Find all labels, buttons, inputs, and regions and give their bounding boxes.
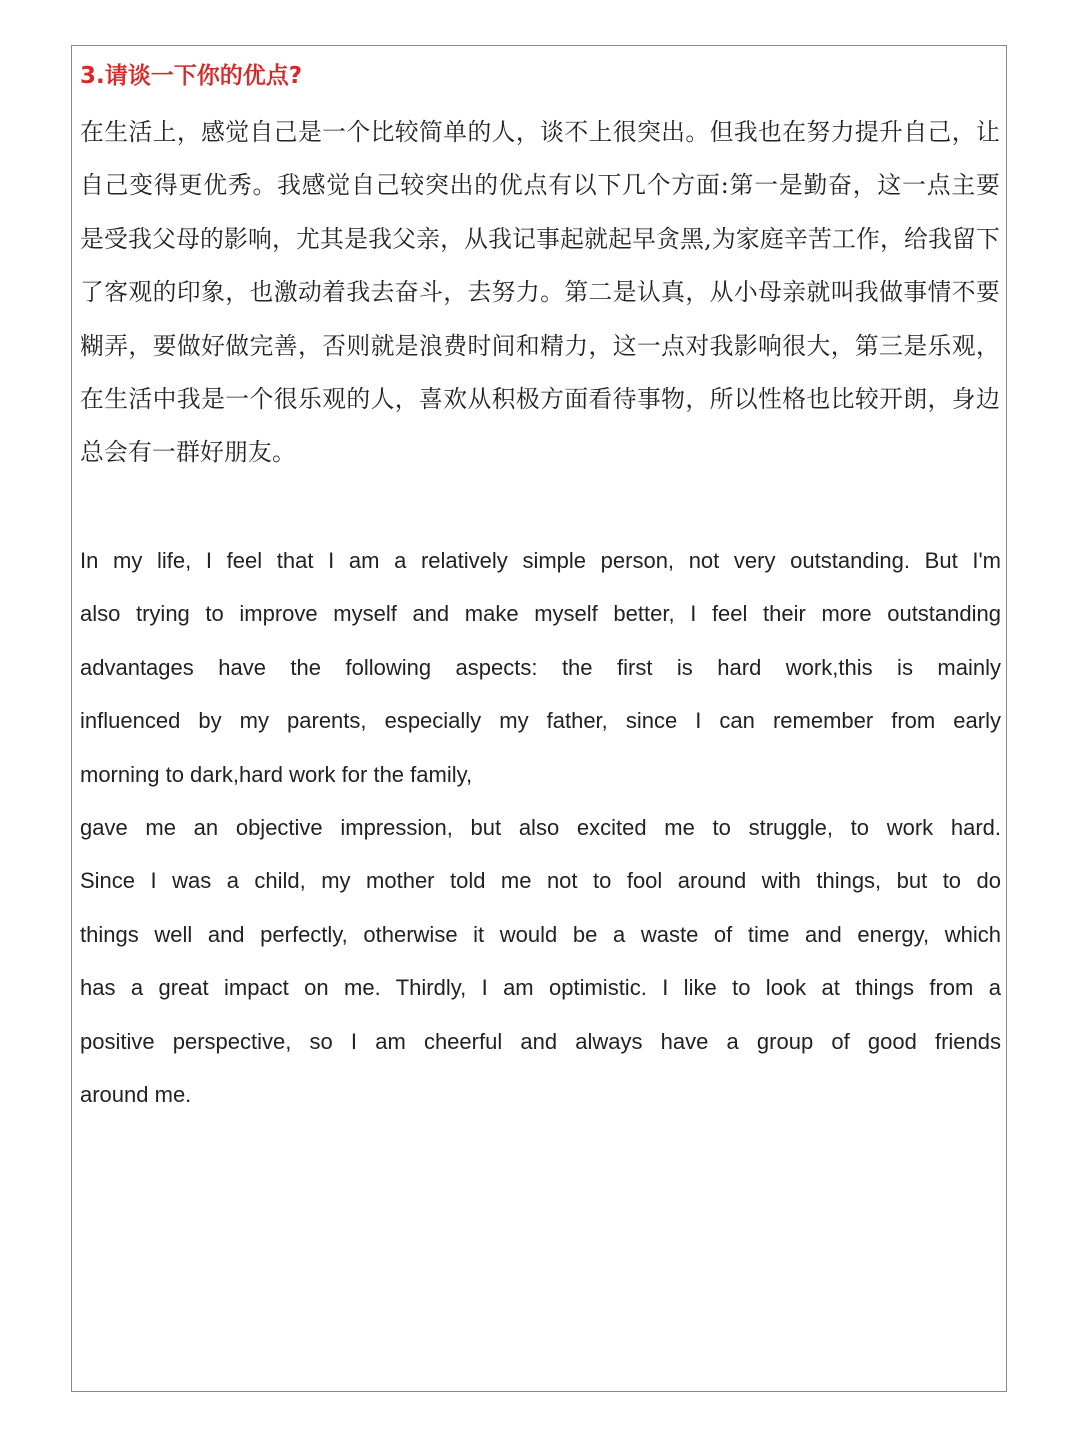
question-title: 3.请谈一下你的优点?	[80, 63, 303, 89]
document-page	[71, 45, 1007, 1392]
english-answer-line: In my life, I feel that I am a relatively simple person, not very outstanding. But I'm	[80, 548, 1001, 573]
english-answer-paragraph	[80, 534, 1001, 1121]
english-answer-line: has a great impact on me. Thirdly, I am optimistic. I like to look at things from a	[80, 975, 1001, 1001]
english-answer-line: around me.	[80, 1081, 192, 1107]
chinese-answer-paragraph: 在生活上，感觉自己是一个比较简单的人，谈不上很突出。但我也在努力提升自己，让自己变得更优秀。我感觉自己较突出的优点有以下几个方面:第一是勤奋，这一点主要是受我父母的影响，尤其是我父亲，从我记事起就起早贪黑,为家庭辛苦工作，给我留下了客观的印象，也激动着我去奋斗，去努力。第二是认真，从小母亲就叫我做事情不要糊弄，要做好做完善，否则就是浪费时间和精力，这一点对我影响很大，第三是乐观，在生活中我是一个很乐观的人，喜欢从积极方面看待事物，所以性格也比较开朗，身边总会有一群好朋友。	[80, 118, 1000, 467]
english-answer-line: things well and perfectly, otherwise it would be a waste of time and energy, which	[80, 921, 1001, 947]
english-answer-line: influenced by my parents, especially my father, since I can remember from early	[80, 708, 1001, 734]
english-answer-line: also trying to improve myself and make myself better, I feel their more outstanding	[80, 601, 1001, 627]
english-answer-line: gave me an objective impression, but also excited me to struggle, to work hard.	[80, 814, 1001, 840]
english-answer-line: advantages have the following aspects: the first is hard work,this is mainly	[80, 654, 1001, 680]
english-answer-line: Since I was a child, my mother told me not to fool around with things, but to do	[80, 868, 1001, 894]
english-answer-line: positive perspective, so I am cheerful and always have a group of good friends	[80, 1028, 1001, 1054]
english-answer-line: morning to dark,hard work for the family,	[80, 761, 473, 787]
